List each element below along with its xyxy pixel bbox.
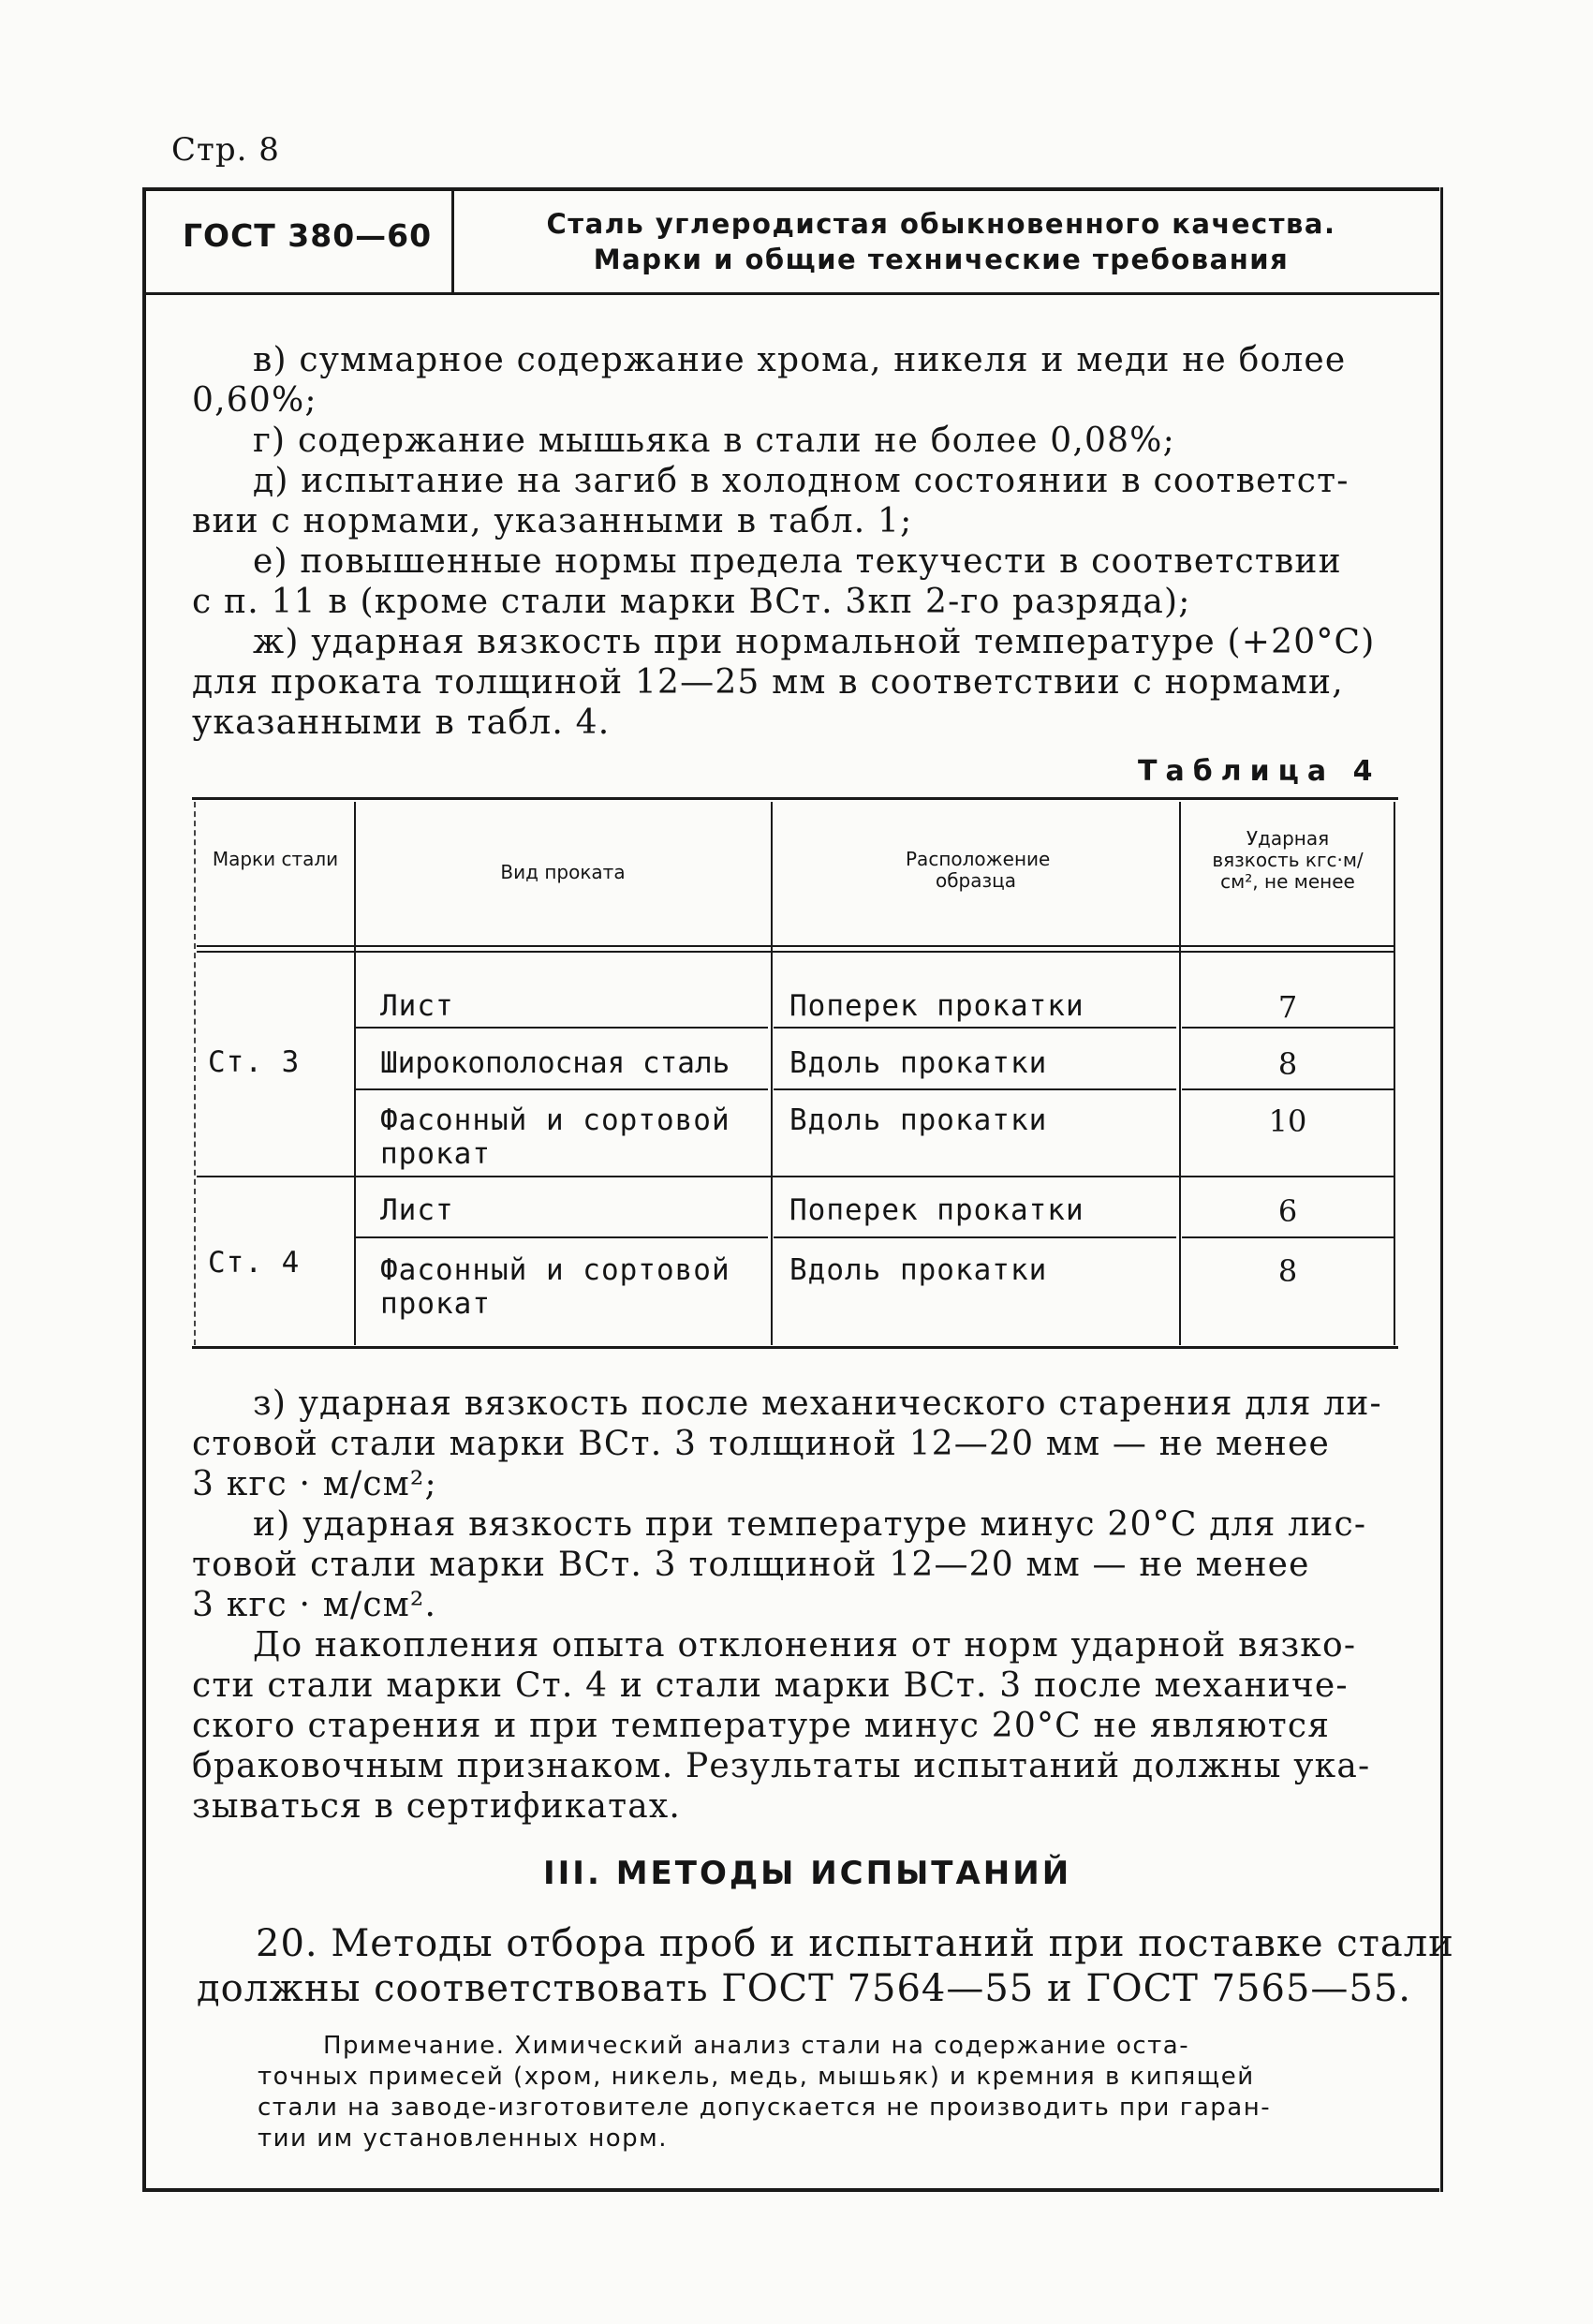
item-i-line3: 3 кгс · м/см². [192,1586,437,1624]
grade-st3: Ст. 3 [208,1045,301,1079]
note-line4: тии им установленных норм. [258,2124,669,2153]
cell-type: Лист [380,989,454,1023]
note-line1: Примечание. Химический анализ стали на содержание оста- [323,2032,1190,2060]
paragraph-line4: браковочным признаком. Результаты испытаний должны ука- [192,1747,1371,1785]
table-header-rule-a [197,945,1394,947]
cell-value: 8 [1277,1046,1298,1082]
item-d-line1: д) испытание на загиб в холодном состоянии в соответст- [253,462,1350,500]
cell-value: 10 [1268,1103,1307,1139]
cell-value: 6 [1277,1193,1298,1229]
th-position: Расположение образца [906,848,1051,892]
section-title: III. МЕТОДЫ ИСПЫТАНИЙ [543,1855,1072,1892]
table-header-rule-b [197,951,1394,953]
cell-position: Вдоль прокатки [789,1103,1048,1137]
frame-top-rule [142,187,1439,191]
paragraph-line5: зываться в сертификатах. [192,1787,682,1826]
frame-bottom-rule [142,2188,1439,2192]
table-caption: Таблица 4 [1138,755,1381,788]
row-rule [356,1088,768,1090]
row-rule [774,1088,1176,1090]
note-line2: точных примесей (хром, никель, медь, мышьяк) и кремния в кипящей [258,2063,1255,2091]
paragraph-line1: До накопления опыта отклонения от норм ударной вязко- [253,1626,1357,1665]
gost-code: ГОСТ 380—60 [183,217,433,254]
col-rule [1179,802,1181,1345]
item-z-line2: стовой стали марки ВСт. 3 толщиной 12—20 мм — не менее [192,1425,1331,1463]
table-bottom-rule [192,1346,1398,1349]
cell-value: 8 [1277,1253,1298,1289]
cell-type: Фасонный и сортовой прокат [380,1253,730,1321]
header-divider [451,191,454,292]
cell-position: Вдоль прокатки [789,1046,1048,1080]
row-rule [774,1236,1176,1238]
item-v-line1: в) суммарное содержание хрома, никеля и меди не более [253,341,1347,379]
paragraph-line3: ского старения и при температуре минус 20°С не являются [192,1707,1331,1745]
th-type: Вид проката [500,861,626,883]
table-group-rule [197,1176,1394,1177]
table-top-rule [192,797,1398,800]
item-d-line2: вии с нормами, указанными в табл. 1; [192,502,913,540]
cell-position: Поперек прокатки [789,1193,1084,1227]
paragraph-line2: сти стали марки Ст. 4 и стали марки ВСт. 3 после механиче- [192,1666,1349,1705]
item-e-line2: с п. 11 в (кроме стали марки ВСт. 3кп 2-го разряда); [192,583,1191,621]
row-rule [774,1027,1176,1029]
clause-20-line2: должны соответствовать ГОСТ 7564—55 и ГОСТ 7565—55. [197,1967,1412,2010]
col-rule [194,802,196,1345]
item-v-line2: 0,60%; [192,381,317,420]
item-zh-line3: указанными в табл. 4. [192,703,611,742]
note-line3: стали на заводе-изготовителе допускается не производить при гаран- [258,2094,1272,2122]
page-number: Стр. 8 [171,131,280,169]
item-i-line2: товой стали марки ВСт. 3 толщиной 12—20 мм — не менее [192,1546,1310,1584]
cell-type: Лист [380,1193,454,1227]
row-rule [356,1027,768,1029]
row-rule [1182,1236,1394,1238]
item-z-line3: 3 кгс · м/см²; [192,1465,437,1503]
item-g: г) содержание мышьяка в стали не более 0,08%; [253,422,1175,460]
cell-position: Поперек прокатки [789,989,1084,1023]
header-title-line2: Марки и общие технические требования [593,244,1290,275]
cell-type: Фасонный и сортовой прокат [380,1103,730,1171]
col-rule [771,802,773,1345]
cell-type: Широкополосная сталь [380,1046,730,1080]
row-rule [356,1236,768,1238]
cell-position: Вдоль прокатки [789,1253,1048,1287]
row-rule [1182,1027,1394,1029]
item-z-line1: з) ударная вязкость после механического старения для ли- [253,1384,1382,1423]
col-rule [354,802,356,1345]
th-grade: Марки стали [212,848,339,870]
grade-st4: Ст. 4 [208,1246,301,1280]
th-value: Ударная вязкость кгс·м/см², не менее [1212,827,1364,893]
item-zh-line1: ж) ударная вязкость при нормальной температуре (+20°С) [253,623,1376,661]
clause-20-line1: 20. Методы отбора проб и испытаний при поставке стали [256,1922,1454,1965]
header-title-line1: Сталь углеродистая обыкновенного качества. [546,208,1336,240]
item-zh-line2: для проката толщиной 12—25 мм в соответствии с нормами, [192,663,1344,702]
item-i-line1: и) ударная вязкость при температуре минус 20°С для лис- [253,1505,1367,1544]
item-e-line1: е) повышенные нормы предела текучести в соответствии [253,542,1342,581]
col-rule [1394,802,1395,1345]
cell-value: 7 [1277,989,1298,1025]
row-rule [1182,1088,1394,1090]
header-bottom-rule [142,292,1439,295]
